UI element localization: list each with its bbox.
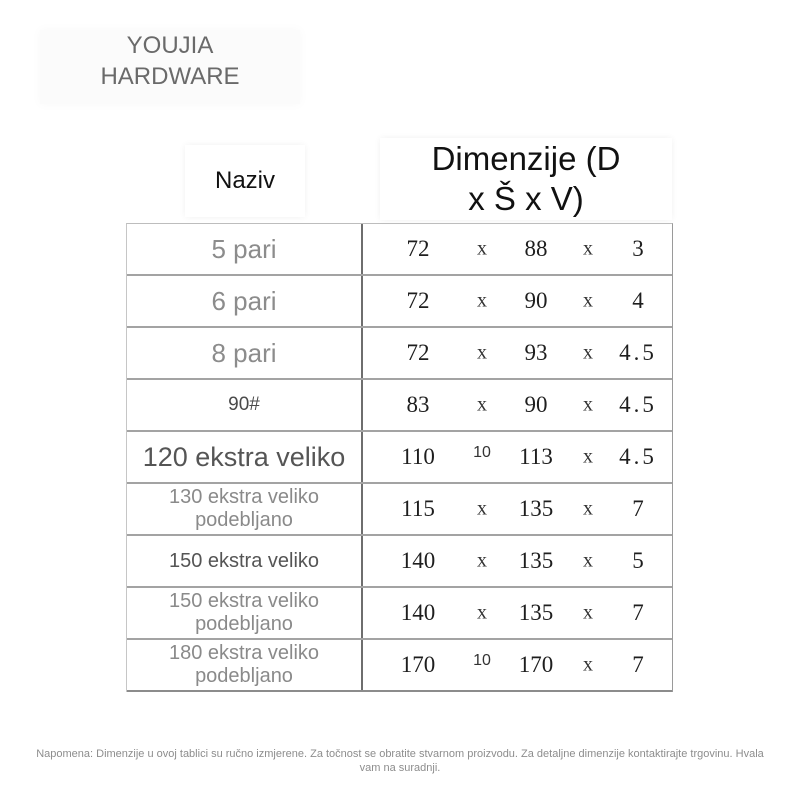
dim-separator: 10 <box>473 444 491 461</box>
dim-length: 83 <box>406 392 430 417</box>
dim-length: 72 <box>406 340 430 365</box>
table-row <box>127 328 672 380</box>
brand-name-line1: YOUJIA <box>126 32 214 59</box>
dimensions-cell <box>363 380 672 430</box>
dim-separator: x <box>477 289 487 312</box>
name-cell <box>127 432 363 482</box>
dim-height: 5 <box>632 548 644 573</box>
note-text: Napomena: Dimenzije u ovoj tablici su ručno izmjerene. Za točnost se obratite stvarnom proizvodu. Za detaljne dimenzije kontaktirajte trgovinu. Hvala vam na suradnji. <box>36 748 764 774</box>
name-cell <box>127 484 363 534</box>
dim-separator: x <box>477 601 487 624</box>
dimensions-cell <box>363 328 672 378</box>
dimensions-cell <box>363 536 672 586</box>
header-name-cell <box>185 145 305 217</box>
dim-length: 115 <box>401 496 435 521</box>
dim-width: 93 <box>524 340 548 365</box>
product-name: 130 ekstra veliko podebljano <box>168 486 320 531</box>
brand-logo <box>40 30 300 104</box>
dim-separator: x <box>477 393 487 416</box>
product-name: 8 pari <box>211 337 277 368</box>
dim-separator: x <box>477 341 487 364</box>
name-cell <box>127 276 363 326</box>
product-name: 150 ekstra veliko <box>168 549 320 572</box>
product-name: 90# <box>228 394 260 415</box>
product-name: 120 ekstra veliko <box>142 441 346 472</box>
dim-height: 4.5 <box>619 392 657 417</box>
dimensions-cell <box>363 224 672 274</box>
dim-width: 113 <box>519 444 553 469</box>
dim-width: 170 <box>518 652 554 677</box>
dim-separator: x <box>477 549 487 572</box>
table-row <box>127 380 672 432</box>
name-cell <box>127 640 363 690</box>
table-row <box>127 588 672 640</box>
name-cell <box>127 536 363 586</box>
product-name: 5 pari <box>211 233 277 264</box>
dim-length: 170 <box>400 652 436 677</box>
table-row <box>127 224 672 276</box>
product-name: 180 ekstra veliko podebljano <box>168 642 320 687</box>
dim-separator: x <box>477 237 487 260</box>
dim-height: 7 <box>632 600 644 625</box>
dim-height: 3 <box>632 236 644 261</box>
dim-length: 72 <box>406 288 430 313</box>
dim-separator: x <box>583 393 593 416</box>
dim-length: 72 <box>406 236 430 261</box>
dim-separator: x <box>583 445 593 468</box>
header-dimensions-label: Dimenzije (D x Š x V) <box>431 140 621 217</box>
table-row <box>127 432 672 484</box>
dim-separator: x <box>583 341 593 364</box>
dim-separator: x <box>583 289 593 312</box>
dim-length: 140 <box>400 548 436 573</box>
dim-separator: x <box>583 549 593 572</box>
name-cell <box>127 380 363 430</box>
table-row <box>127 276 672 328</box>
dimensions-cell <box>363 276 672 326</box>
dim-separator: x <box>583 601 593 624</box>
dim-width: 135 <box>518 496 554 521</box>
dimensions-cell <box>363 588 672 638</box>
dimensions-cell <box>363 640 672 690</box>
name-cell <box>127 588 363 638</box>
dim-length: 110 <box>401 444 435 469</box>
dimensions-cell <box>363 484 672 534</box>
dim-width: 90 <box>524 392 548 417</box>
dim-separator: x <box>583 653 593 676</box>
dim-width: 135 <box>518 600 554 625</box>
dim-width: 135 <box>518 548 554 573</box>
dim-separator: 10 <box>473 652 491 669</box>
product-name: 6 pari <box>211 285 277 316</box>
product-name: 150 ekstra veliko podebljano <box>168 590 320 635</box>
dim-separator: x <box>583 497 593 520</box>
table-row <box>127 536 672 588</box>
header-name-label: Naziv <box>214 167 275 194</box>
dim-height: 7 <box>632 496 644 521</box>
brand-name-line2: HARDWARE <box>100 63 240 90</box>
dim-width: 88 <box>524 236 548 261</box>
dim-height: 4.5 <box>619 444 657 469</box>
dimensions-cell <box>363 432 672 482</box>
dim-height: 7 <box>632 652 644 677</box>
dim-width: 90 <box>524 288 548 313</box>
dim-separator: x <box>583 237 593 260</box>
table-row <box>127 484 672 536</box>
dim-separator: x <box>477 497 487 520</box>
table-row <box>127 640 672 692</box>
dim-length: 140 <box>400 600 436 625</box>
header-dimensions-cell <box>380 138 672 220</box>
dim-height: 4.5 <box>619 340 657 365</box>
name-cell <box>127 328 363 378</box>
dim-height: 4 <box>632 288 644 313</box>
dimensions-table <box>126 223 673 692</box>
name-cell <box>127 224 363 274</box>
